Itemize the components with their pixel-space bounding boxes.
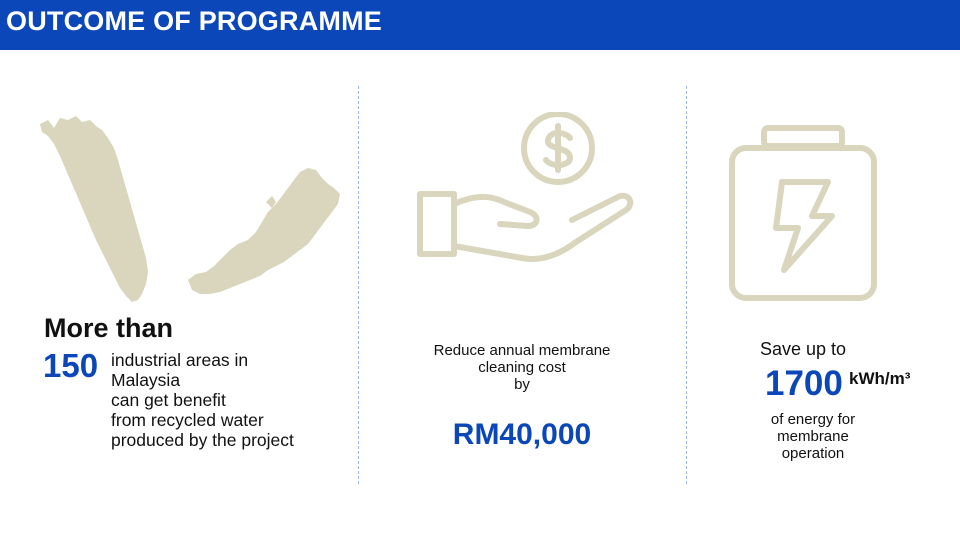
page-title: OUTCOME OF PROGRAMME <box>6 6 382 36</box>
description-line: Malaysia <box>111 370 181 390</box>
industrial-count: 150 <box>43 347 99 384</box>
more-than-heading: More than <box>44 313 174 343</box>
description-line: operation <box>781 445 845 462</box>
description-line: industrial areas in <box>111 350 249 370</box>
description-line: from recycled water <box>111 410 264 430</box>
description-line: cleaning cost <box>478 359 566 376</box>
description-line: by <box>514 376 530 393</box>
cost-saving-value: RM40,000 <box>452 418 592 451</box>
description-line: can get benefit <box>111 390 226 410</box>
column-divider <box>686 86 687 484</box>
description-line: of energy for <box>770 411 856 428</box>
malaysia-map-icon <box>38 108 344 306</box>
industrial-description <box>111 350 294 450</box>
description-line: membrane <box>777 428 849 445</box>
energy-saving-value: 1700 <box>765 364 843 403</box>
description-line: Reduce annual membrane <box>433 342 611 359</box>
save-up-heading: Save up to <box>760 339 847 359</box>
energy-unit: kWh/m³ <box>849 369 911 388</box>
battery-bolt-icon <box>728 124 878 302</box>
reduce-cost-description <box>402 342 642 393</box>
energy-description <box>750 411 876 462</box>
column-divider <box>358 86 359 484</box>
header-bar <box>0 0 960 50</box>
hand-holding-dollar-icon <box>412 112 640 268</box>
description-line: produced by the project <box>111 430 294 450</box>
